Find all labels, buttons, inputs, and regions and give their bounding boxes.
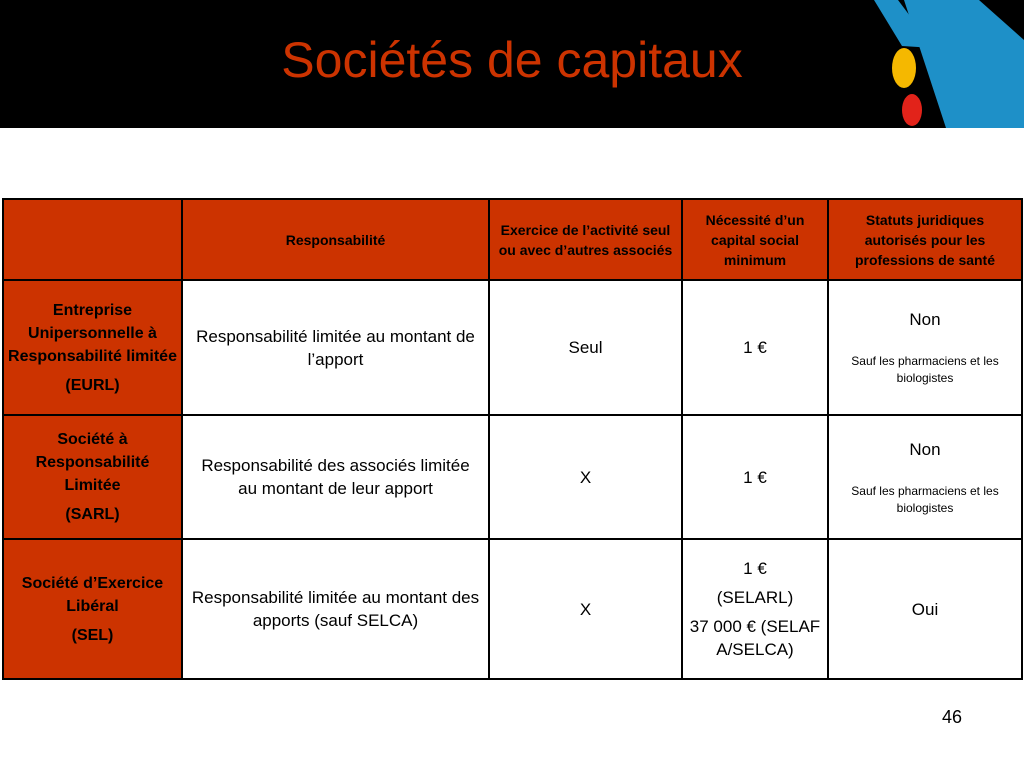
capital-line: 1 € [743, 338, 767, 357]
table-row [3, 415, 1022, 539]
row-name: Entreprise Unipersonnelle à Responsabilité limitée [8, 301, 177, 365]
cell-exercice: X [489, 539, 682, 679]
cell-statuts [828, 415, 1022, 539]
cell-exercice: X [489, 415, 682, 539]
cell-capital [682, 539, 828, 679]
legal-forms-table [2, 198, 1023, 680]
cell-responsabilite: Responsabilité limitée au montant de l’apport [182, 280, 489, 415]
slide-title: Sociétés de capitaux [281, 32, 743, 88]
table-row [3, 539, 1022, 679]
row-name: Société d’Exercice Libéral [21, 574, 164, 615]
statuts-value: Oui [911, 599, 939, 619]
capital-line: 1 € [743, 467, 767, 487]
brand-logo-icon [874, 0, 1024, 128]
row-abbr: (SARL) [65, 506, 120, 523]
header-cell-empty [3, 199, 182, 280]
capital-line: (SELARL) [716, 588, 794, 607]
statuts-note: Sauf les pharmaciens et les biologistes [851, 483, 999, 515]
row-header-eurl [3, 280, 182, 415]
capital-line: 37 000 € (SELAFA/SELCA) [689, 617, 821, 659]
table-header-row [3, 199, 1022, 280]
header-cell-statuts: Statuts juridiques autorisés pour les professions de santé [828, 199, 1022, 280]
page-number: 46 [941, 707, 962, 727]
statuts-value: Non [909, 310, 941, 329]
row-abbr: (EURL) [65, 376, 120, 394]
cell-exercice: Seul [489, 280, 682, 415]
row-abbr: (SEL) [71, 626, 114, 644]
cell-responsabilite: Responsabilité limitée au montant des apports (sauf SELCA) [182, 539, 489, 679]
row-header-sel [3, 539, 182, 679]
header-cell-capital: Nécessité d’un capital social minimum [682, 199, 828, 280]
capital-line: 1 € [743, 559, 767, 578]
slide-header [0, 0, 1024, 128]
table-row [3, 280, 1022, 415]
cell-capital [682, 280, 828, 415]
cell-statuts [828, 539, 1022, 679]
cell-responsabilite: Responsabilité des associés limitée au montant de leur apport [182, 415, 489, 539]
row-name: Société à Responsabilité Limitée [35, 431, 150, 494]
cell-statuts [828, 280, 1022, 415]
header-cell-responsabilite: Responsabilité [182, 199, 489, 280]
row-header-sarl [3, 415, 182, 539]
statuts-value: Non [909, 439, 941, 459]
statuts-note: Sauf les pharmaciens et les biologistes [851, 354, 999, 385]
header-cell-exercice: Exercice de l’activité seul ou avec d’autres associés [489, 199, 682, 280]
cell-capital [682, 415, 828, 539]
